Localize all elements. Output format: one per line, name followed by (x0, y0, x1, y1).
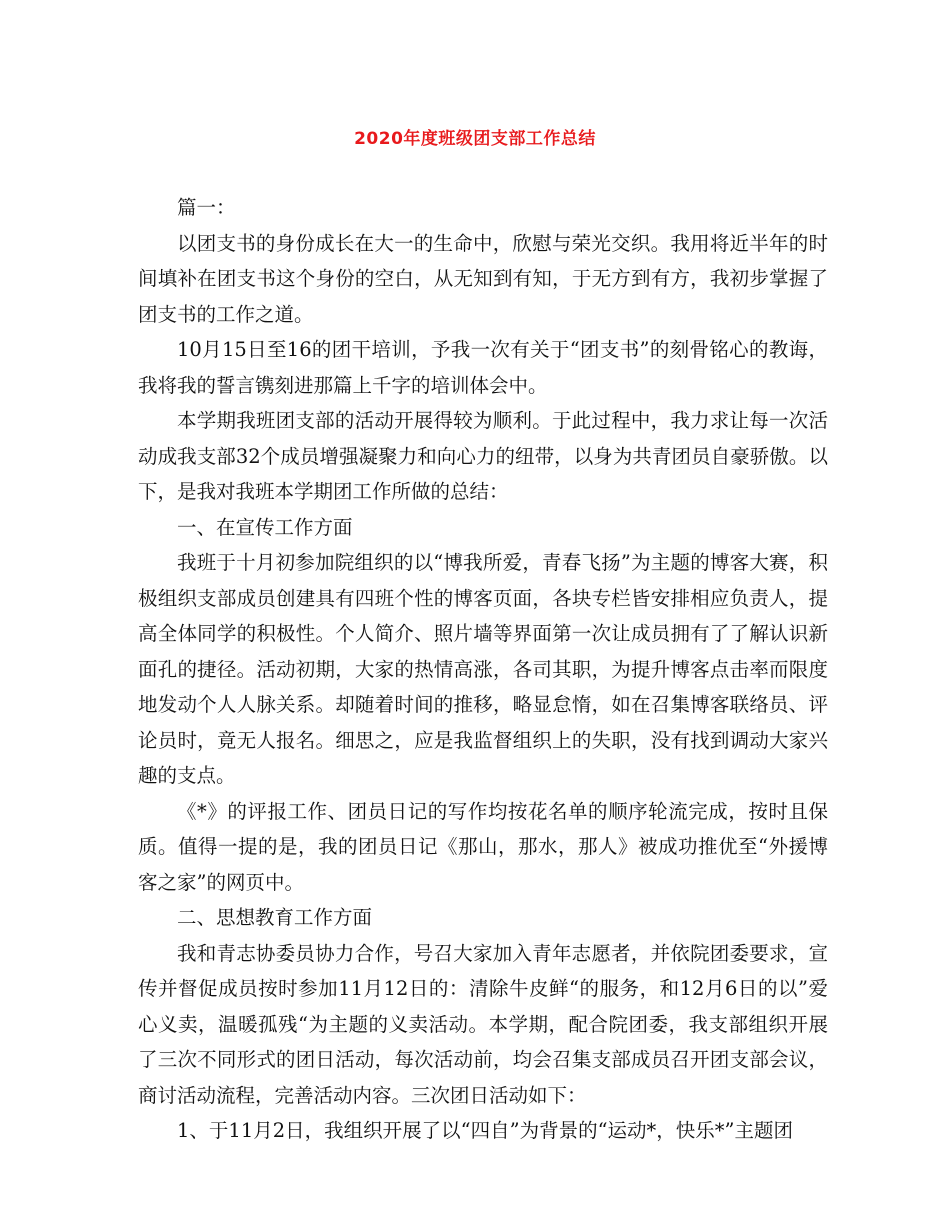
paragraph: 10月15日至16的团干培训，予我一次有关于“团支书”的刻骨铭心的教诲，我将我的誓言镌刻进那篇上千字的培训体会中。 (138, 338, 828, 397)
paragraph: 我和青志协委员协力合作，号召大家加入青年志愿者，并依院团委要求，宣传并督促成员按时参加11月12日的：清除牛皮鲜“的服务，和12月6日的以”爱心义卖，温暖孤残“为主题的义卖活动。本学期，配合院团委，我支部组织开展了三次不同形式的团日活动，每次活动前，均会召集支部成员召开团支部会议，商讨活动流程，完善活动内容。三次团日活动如下： (138, 941, 828, 1107)
section-heading: 一、在宣传工作方面 (177, 515, 353, 539)
paragraph-section-label: 篇一： (177, 196, 236, 219)
document-title: 2020年度班级团支部工作总结 (354, 129, 596, 149)
section-heading: 二、思想教育工作方面 (177, 906, 373, 929)
paragraph: 以团支书的身份成长在大一的生命中，欣慰与荣光交织。我用将近半年的时间填补在团支书这个身份的空白，从无知到有知，于无方到有方，我初步掌握了团支书的工作之道。 (138, 231, 828, 326)
paragraph: 我班于十月初参加院组织的以“博我所爱，青春飞扬”为主题的博客大赛，积极组织支部成员创建具有四班个性的博客页面，各块专栏皆安排相应负责人，提高全体同学的积极性。个人简介、照片墙等界面第一次让成员拥有了了解认识新面孔的捷径。活动初期，大家的热情高涨，各司其职，为提升博客点击率而限度地发动个人人脉关系。却随着时间的推移，略显怠惰，如在召集博客联络员、评论员时，竟无人报名。细思之，应是我监督组织上的失职，没有找到调动大家兴趣的支点。 (138, 551, 828, 787)
paragraph: 1、于11月2日，我组织开展了以“四自”为背景的“运动*，快乐*”主题团 (177, 1119, 794, 1142)
document-body (138, 190, 828, 1149)
paragraph: 本学期我班团支部的活动开展得较为顺利。于此过程中，我力求让每一次活动成我支部32个成员增强凝聚力和向心力的纽带，以身为共青团员自豪骄傲。以下，是我对我班本学期团工作所做的总结： (138, 409, 828, 503)
paragraph: 《*》的评报工作、团员日记的写作均按花名单的顺序轮流完成，按时且保质。值得一提的是，我的团员日记《那山，那水，那人》被成功推优至“外援博客之家”的网页中。 (138, 799, 828, 894)
